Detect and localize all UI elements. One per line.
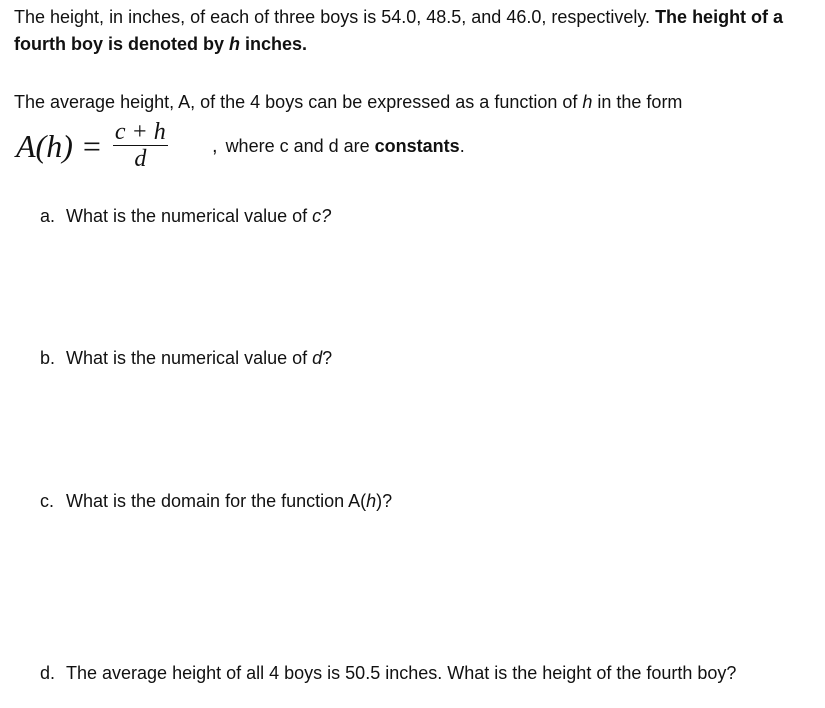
average-variable: h [582, 92, 593, 112]
average-text-1: The average height, A, of the 4 boys can be expressed as a function of [14, 92, 583, 112]
average-text-2: in the form [592, 92, 683, 112]
question-c [40, 489, 820, 513]
question-c-variable: h [366, 491, 377, 511]
question-c-text: What is the domain for the function A( [66, 491, 367, 511]
question-d [40, 661, 820, 685]
where-text: where c and d are [225, 136, 375, 156]
intro-bold-part2: inches. [240, 34, 308, 54]
question-a-variable: c? [312, 206, 332, 226]
formula-where-clause [212, 134, 465, 158]
question-b-text: What is the numerical value of [66, 348, 313, 368]
question-a [40, 204, 820, 228]
question-c-text-end: )? [376, 491, 393, 511]
question-b-text-end: ? [322, 348, 333, 368]
intro-text: The height, in inches, of each of three boys is 54.0, 48.5, and 46.0, respectively. [14, 7, 656, 27]
formula-lhs: A(h) [16, 127, 73, 164]
intro-bold-part1: The height of a fourth boy is denoted by [14, 7, 784, 54]
intro-bold-variable: h [229, 34, 240, 54]
formula-equals: = [82, 127, 101, 164]
formula-denominator: d [134, 146, 147, 172]
intro-paragraph [14, 4, 814, 58]
question-b [40, 346, 820, 370]
question-b-letter: b. [40, 348, 56, 368]
formula-fraction [113, 120, 168, 171]
question-b-variable: d [312, 348, 323, 368]
formula-numerator: c + h [114, 119, 166, 145]
formula-comma: , [212, 135, 218, 157]
average-paragraph [14, 89, 814, 116]
question-a-text: What is the numerical value of [66, 206, 313, 226]
question-a-letter: a. [40, 206, 56, 226]
where-end: . [459, 136, 465, 156]
question-c-letter: c. [40, 491, 55, 511]
question-d-text: The average height of all 4 boys is 50.5 inches. What is the height of the fourth boy? [66, 663, 737, 683]
question-d-letter: d. [40, 663, 56, 683]
where-bold: constants [374, 136, 460, 156]
formula [16, 120, 168, 171]
formula-row [16, 116, 616, 172]
